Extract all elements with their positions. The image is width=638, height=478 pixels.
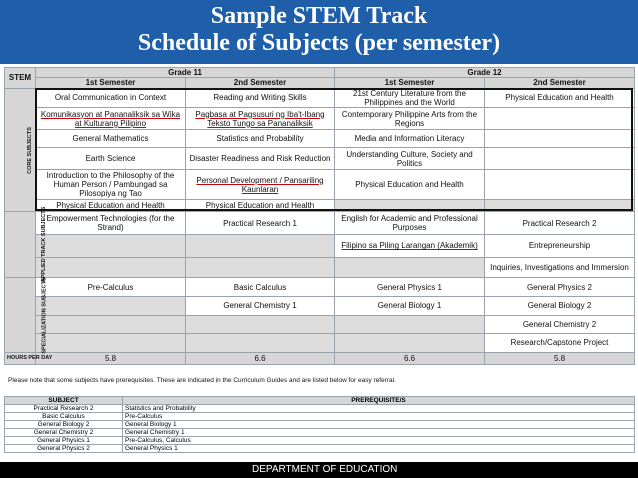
table-cell [485, 170, 635, 200]
core-subjects-label: CORE SUBJECTS [5, 88, 36, 212]
specialization-subjects-label: SPECIALIZATION SUBJECTS [5, 278, 36, 352]
prerequisite-note: Please note that some subjects have prerequisites. These are indicated in the Curriculum Guides and are listed below for easy referral. [8, 377, 396, 384]
subject-header: SUBJECT [5, 397, 123, 405]
prerequisite-cell: Statistics and Probability [123, 405, 635, 413]
table-row [5, 405, 635, 413]
table-cell [186, 334, 335, 353]
table-cell [485, 129, 635, 148]
table-cell: Entrepreneurship [485, 235, 635, 258]
table-cell: Practical Research 2 [485, 212, 635, 235]
table-cell [335, 334, 485, 353]
hours-value: 5.8 [36, 352, 186, 364]
hours-value: 6.6 [186, 352, 335, 364]
table-cell: Physical Education and Health [485, 88, 635, 108]
table-row [5, 421, 635, 429]
subject-cell: General Physics 2 [5, 445, 123, 453]
table-cell: General Physics 2 [485, 278, 635, 297]
subject-cell: General Chemistry 2 [5, 429, 123, 437]
table-cell: Filipino sa Piling Larangan (Akademik) [335, 235, 485, 258]
title-line-2: Schedule of Subjects (per semester) [137, 30, 501, 56]
table-cell [485, 200, 635, 212]
table-cell: Media and Information Literacy [335, 129, 485, 148]
table-cell: Pre-Calculus [36, 278, 186, 297]
prerequisite-cell: Pre-Calculus, Calculus [123, 437, 635, 445]
subject-cell: Basic Calculus [5, 413, 123, 421]
hours-value: 5.8 [485, 352, 635, 364]
table-cell: Physical Education and Health [186, 200, 335, 212]
prerequisite-table [4, 396, 635, 453]
grade-11-header: Grade 11 [36, 68, 335, 78]
footer-bar [0, 462, 638, 478]
subject-cell: General Physics 1 [5, 437, 123, 445]
title-line-1: Sample STEM Track [210, 3, 428, 29]
table-cell [335, 315, 485, 334]
table-cell [36, 257, 186, 278]
prerequisite-cell: General Chemistry 1 [123, 429, 635, 437]
table-cell: General Chemistry 2 [485, 315, 635, 334]
table-cell [335, 200, 485, 212]
table-cell: Earth Science [36, 148, 186, 170]
schedule-table [4, 67, 635, 365]
table-cell: Contemporary Philippine Arts from the Regions [335, 108, 485, 130]
table-cell: Understanding Culture, Society and Politics [335, 148, 485, 170]
table-cell [485, 148, 635, 170]
table-row [5, 437, 635, 445]
table-row [5, 445, 635, 453]
table-cell: 21st Century Literature from the Philippines and the World [335, 88, 485, 108]
table-cell: Reading and Writing Skills [186, 88, 335, 108]
subject-cell: Practical Research 2 [5, 405, 123, 413]
table-cell [186, 235, 335, 258]
table-cell: General Biology 1 [335, 296, 485, 315]
prerequisite-cell: Pre-Calculus [123, 413, 635, 421]
table-cell: Basic Calculus [186, 278, 335, 297]
table-cell [36, 235, 186, 258]
table-cell: Research/Capstone Project [485, 334, 635, 353]
table-cell: Practical Research 1 [186, 212, 335, 235]
table-cell: Empowerment Technologies (for the Strand) [36, 212, 186, 235]
table-cell: General Biology 2 [485, 296, 635, 315]
table-cell [186, 257, 335, 278]
table-cell: General Mathematics [36, 129, 186, 148]
table-cell: Pagbasa at Pagsusuri ng Iba't-Ibang Teksto Tungo sa Pananaliksik [186, 108, 335, 130]
table-cell [335, 257, 485, 278]
prerequisite-cell: General Biology 1 [123, 421, 635, 429]
table-row [5, 429, 635, 437]
footer-text: DEPARTMENT OF EDUCATION [252, 464, 398, 475]
title-banner [0, 0, 638, 64]
hours-per-day-label: HOURS PER DAY [5, 352, 36, 364]
stem-label: STEM [5, 68, 36, 89]
g11-sem2-header: 2nd Semester [186, 78, 335, 88]
table-cell: Statistics and Probability [186, 129, 335, 148]
table-row [5, 413, 635, 421]
table-cell: English for Academic and Professional Purposes [335, 212, 485, 235]
applied-subjects-label: APPLIED TRACK SUBJECTS [5, 212, 36, 278]
g12-sem2-header: 2nd Semester [485, 78, 635, 88]
table-cell: Personal Development / Pansariling Kaunlaran [186, 170, 335, 200]
table-cell [36, 334, 186, 353]
prerequisite-cell: General Physics 1 [123, 445, 635, 453]
g12-sem1-header: 1st Semester [335, 78, 485, 88]
g11-sem1-header: 1st Semester [36, 78, 186, 88]
prerequisite-header: PREREQUISITE/S [123, 397, 635, 405]
table-cell: Komunikasyon at Pananaliksik sa Wika at Kulturang Pilipino [36, 108, 186, 130]
table-cell: Inquiries, Investigations and Immersion [485, 257, 635, 278]
grade-12-header: Grade 12 [335, 68, 635, 78]
table-cell: General Physics 1 [335, 278, 485, 297]
table-cell: Oral Communication in Context [36, 88, 186, 108]
hours-value: 6.6 [335, 352, 485, 364]
table-cell [186, 315, 335, 334]
table-cell [36, 315, 186, 334]
table-cell: Physical Education and Health [335, 170, 485, 200]
subject-cell: General Biology 2 [5, 421, 123, 429]
table-cell [485, 108, 635, 130]
table-cell: General Chemistry 1 [186, 296, 335, 315]
table-cell: Introduction to the Philosophy of the Human Person / Pambungad sa Pilosopiya ng Tao [36, 170, 186, 200]
table-cell [36, 296, 186, 315]
table-cell: Physical Education and Health [36, 200, 186, 212]
table-cell: Disaster Readiness and Risk Reduction [186, 148, 335, 170]
